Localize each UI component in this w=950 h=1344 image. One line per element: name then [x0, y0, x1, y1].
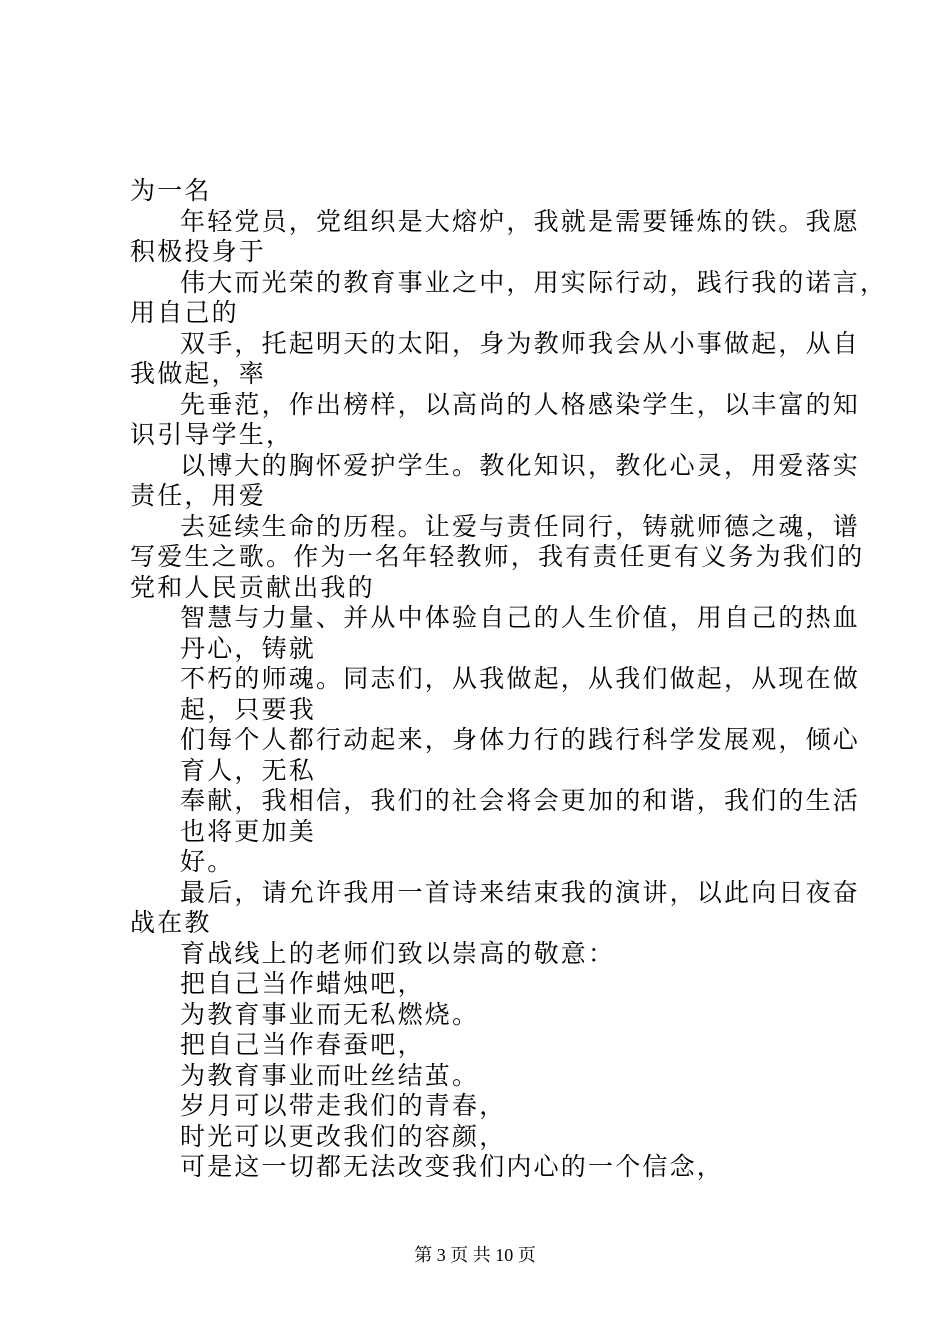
- text-line: 去延续生命的历程。让爱与责任同行，铸就师德之魂，谱: [180, 512, 861, 541]
- text-line: 育人，无私: [180, 756, 317, 785]
- text-line: 先垂范，作出榜样，以高尚的人格感染学生，以丰富的知: [180, 390, 861, 419]
- text-line: 我做起，率: [130, 359, 267, 388]
- text-line: 时光可以更改我们的容颜，: [180, 1122, 507, 1151]
- text-line: 积极投身于: [130, 237, 267, 266]
- text-line: 党和人民贡献出我的: [130, 573, 375, 602]
- text-line: 伟大而光荣的教育事业之中，用实际行动，践行我的诺言，: [180, 268, 888, 297]
- text-line: 好。: [180, 847, 235, 876]
- text-line: 起，只要我: [180, 695, 317, 724]
- text-line: 育战线上的老师们致以崇高的敬意：: [180, 939, 616, 968]
- text-line: 奉献，我相信，我们的社会将会更加的和谐，我们的生活: [180, 786, 861, 815]
- text-line: 们每个人都行动起来，身体力行的践行科学发展观，倾心: [180, 725, 861, 754]
- text-line: 识引导学生，: [130, 420, 294, 449]
- text-line: 为教育事业而吐丝结茧。: [180, 1061, 480, 1090]
- text-line: 丹心，铸就: [180, 634, 317, 663]
- text-line: 最后，请允许我用一首诗来结束我的演讲，以此向日夜奋: [180, 878, 861, 907]
- text-line: 双手，托起明天的太阳，身为教师我会从小事做起，从自: [180, 329, 861, 358]
- text-line: 为一名: [130, 176, 212, 205]
- text-line: 也将更加美: [180, 817, 317, 846]
- text-line: 智慧与力量、并从中体验自己的人生价值，用自己的热血: [180, 603, 861, 632]
- text-line: 不朽的师魂。同志们，从我做起，从我们做起，从现在做: [180, 664, 861, 693]
- text-line: 把自己当作蜡烛吧，: [180, 969, 425, 998]
- text-line: 岁月可以带走我们的青春，: [180, 1091, 507, 1120]
- text-line: 战在教: [130, 908, 212, 937]
- text-line: 年轻党员，党组织是大熔炉，我就是需要锤炼的铁。我愿: [180, 207, 861, 236]
- text-line: 写爱生之歌。作为一名年轻教师，我有责任更有义务为我们的: [130, 542, 865, 571]
- text-line: 用自己的: [130, 298, 239, 327]
- text-line: 以博大的胸怀爱护学生。教化知识，教化心灵，用爱落实: [180, 451, 861, 480]
- page-number-footer: 第 3 页 共 10 页: [414, 1245, 536, 1265]
- text-line: 可是这一切都无法改变我们内心的一个信念，: [180, 1152, 725, 1181]
- text-line: 为教育事业而无私燃烧。: [180, 1000, 480, 1029]
- text-line: 把自己当作春蚕吧，: [180, 1030, 425, 1059]
- text-line: 责任，用爱: [130, 481, 267, 510]
